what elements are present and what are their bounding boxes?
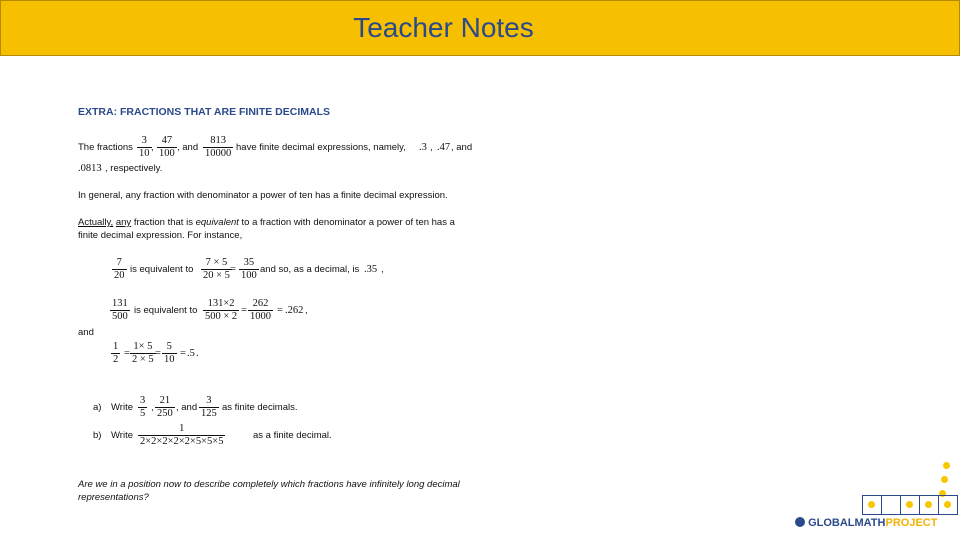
fraction-813-10000: $\frac{813}{10000}$ <box>205 135 232 159</box>
qa-comma-2: , and <box>176 402 198 413</box>
intro-sep1: , <box>151 142 154 153</box>
logo-dot <box>941 476 948 483</box>
qa-fraction-3-125: $\frac{3}{125}$ <box>201 395 217 419</box>
ex1-fraction-35-100: $\frac{35}{100}$ <box>241 257 257 281</box>
closing-line-2: representations? <box>78 492 149 503</box>
ex3-equals-2: = <box>155 348 161 359</box>
ex1-fraction-7-20: $\frac{7}{20}$ <box>114 257 125 281</box>
ex2-comma: , <box>305 305 308 316</box>
logo-dot <box>906 501 913 508</box>
qb-tail: as a finite decimal. <box>253 430 332 441</box>
fraction-3-10: $\frac{3}{10}$ <box>139 135 150 159</box>
page-title: Teacher Notes <box>353 12 534 43</box>
qa-fraction-21-250: $\frac{21}{250}$ <box>157 395 173 419</box>
ex3-fraction-1-2: $\frac{1}{2}$ <box>113 341 119 365</box>
logo-dot <box>944 501 951 508</box>
qa-tail: as finite decimals. <box>222 402 298 413</box>
question-b-label: b) <box>93 430 102 441</box>
ex3-decimal: .5 <box>187 348 195 359</box>
equivalent-word: equivalent <box>195 217 239 228</box>
logo-part-1: GLOBAL <box>808 517 855 529</box>
ex1-equals: = <box>230 264 236 275</box>
ex2-fraction-262-1000: $\frac{262}{1000}$ <box>250 298 271 322</box>
intro-prefix: The fractions <box>78 142 133 153</box>
actually-line-2: finite decimal expression. For instance, <box>78 230 243 241</box>
actually-word: Actually, <box>78 217 114 228</box>
logo-box <box>881 495 901 515</box>
logo-dot <box>925 501 932 508</box>
intro-comma-2: , and <box>451 142 473 153</box>
globe-icon <box>795 517 805 527</box>
intro-decimal-3: .0813 <box>78 163 102 174</box>
ex1-comma: , <box>381 264 384 275</box>
general-statement: In general, any fraction with denominator a power of ten has a finite decimal expression. <box>78 190 448 201</box>
global-math-project-logo <box>795 517 937 529</box>
logo-dot <box>943 462 950 469</box>
ex2-decimal: .262 <box>285 305 304 316</box>
logo-part-3: PROJECT <box>885 517 938 529</box>
qa-comma-1: , <box>151 402 154 413</box>
intro-tail: , respectively. <box>105 163 163 174</box>
ex1-text: is equivalent to <box>130 264 194 275</box>
ex3-fraction-5-10: $\frac{5}{10}$ <box>164 341 175 365</box>
ex2-fraction-131x2: $\frac{131\times 2}{500 \times 2}$ <box>205 298 238 322</box>
ex3-period: . <box>196 348 199 359</box>
ex2-equals-2: = <box>277 305 283 316</box>
and-word: and <box>78 327 94 338</box>
question-b-write: Write <box>111 430 133 441</box>
qb-fraction: $\frac{1}{2\times 2\times 2\times 2\times 2\times 5\times 5\times 5}$ <box>140 423 224 447</box>
fraction-47-100: $\frac{47}{100}$ <box>159 135 175 159</box>
header-banner <box>0 0 960 56</box>
qa-fraction-3-5: $\frac{3}{5}$ <box>140 395 146 419</box>
ex2-fraction-131-500: $\frac{131}{500}$ <box>112 298 128 322</box>
ex3-fraction-1x5: $\frac{1\times 5}{2 \times 5}$ <box>132 341 154 365</box>
intro-middle: have finite decimal expressions, namely, <box>236 142 406 153</box>
ex3-equals-1: = <box>124 348 130 359</box>
ex1-tail: and so, as a decimal, is <box>260 264 360 275</box>
actually-rest-2: to a fraction with denominator a power of ten has a <box>241 217 455 228</box>
question-a-write: Write <box>111 402 133 413</box>
section-heading: EXTRA: FRACTIONS THAT ARE FINITE DECIMALS <box>78 106 330 118</box>
intro-decimal-1: .3 <box>419 142 427 153</box>
logo-dot <box>868 501 875 508</box>
ex2-text: is equivalent to <box>134 305 198 316</box>
ex1-decimal: .35 <box>364 264 378 275</box>
closing-line-1: Are we in a position now to describe completely which fractions have infinitely long decimal <box>78 479 460 490</box>
intro-sep2: , and <box>177 142 199 153</box>
actually-rest-1: fraction that is <box>133 217 193 228</box>
logo-part-2: MATH <box>854 517 886 529</box>
ex2-equals: = <box>241 305 247 316</box>
ex1-fraction-7x5: $\frac{7 \times 5}{20 \times 5}$ <box>203 257 230 281</box>
any-word: any <box>115 217 132 228</box>
ex3-equals-3: = <box>180 348 186 359</box>
intro-decimal-2: .47 <box>437 142 451 153</box>
actually-line-1 <box>78 216 455 229</box>
question-a-label: a) <box>93 402 102 413</box>
intro-comma-1: , <box>430 142 433 153</box>
